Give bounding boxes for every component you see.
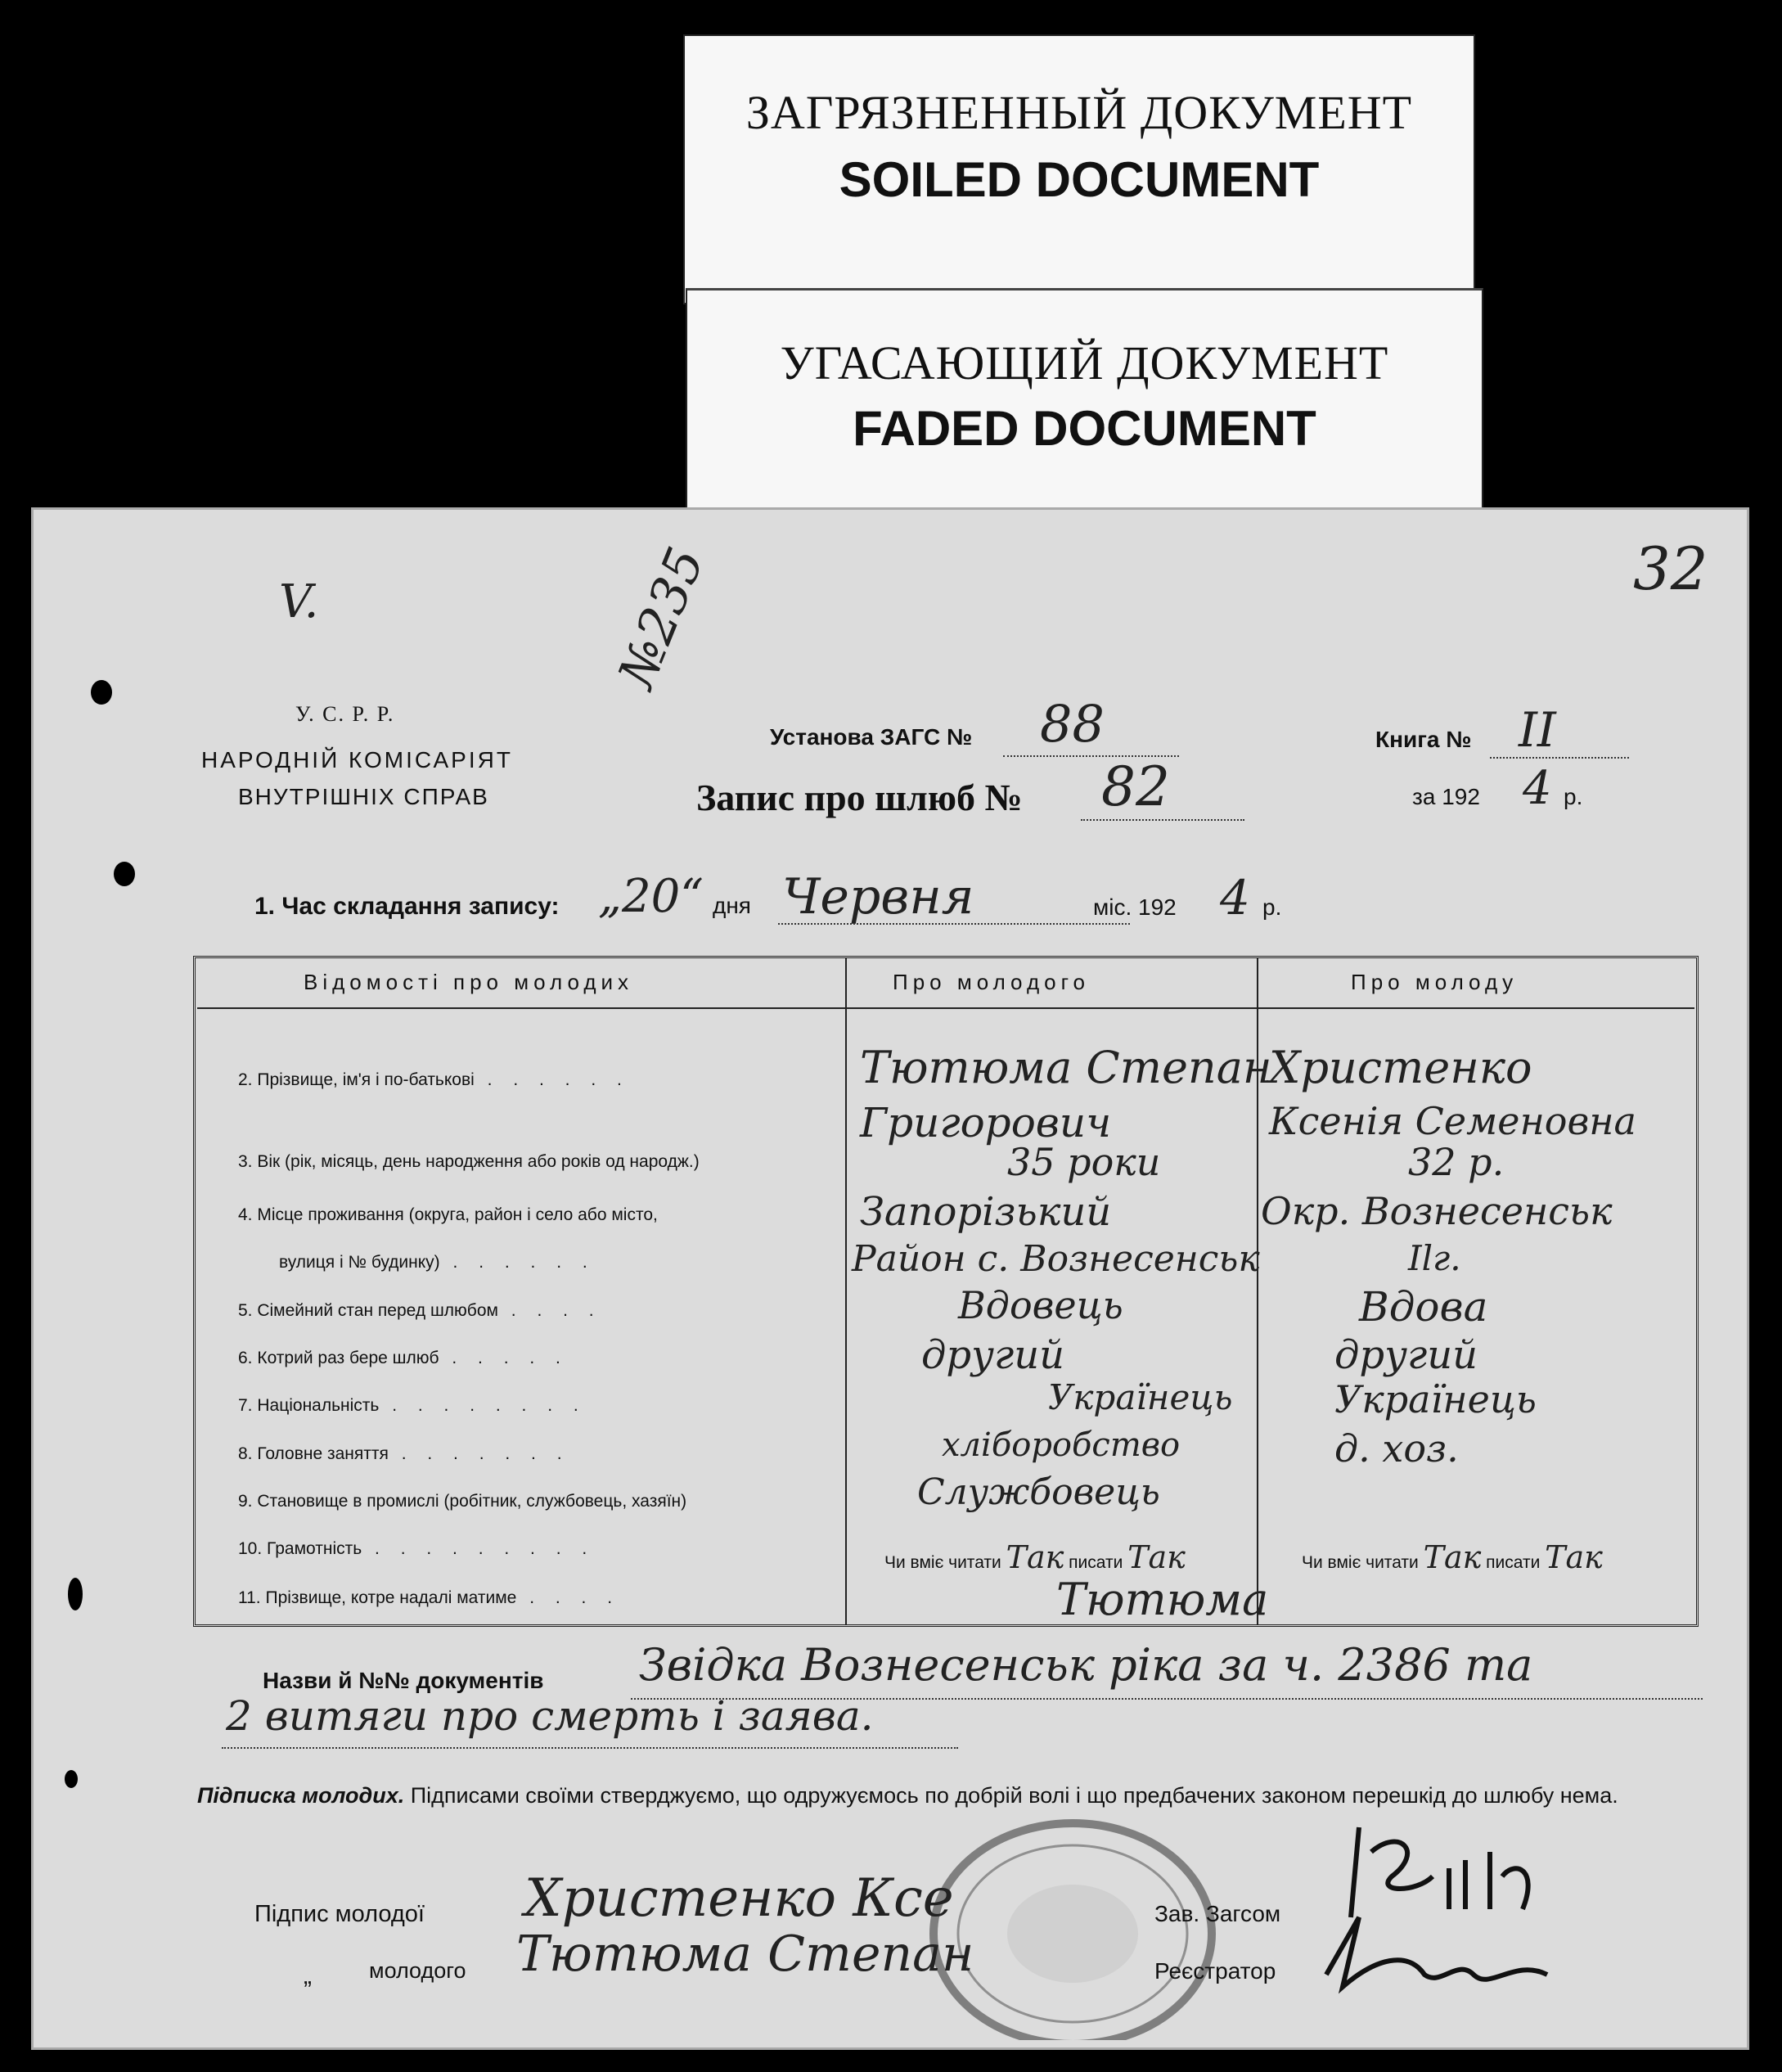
- office-label: Установа ЗАГС №: [770, 724, 973, 750]
- bride-surname: Христенко: [1269, 1042, 1532, 1093]
- bride-nationality: Українець: [1334, 1377, 1537, 1421]
- bride-literacy: Чи вміє читати Так писати Так: [1302, 1539, 1603, 1575]
- row-label-nationality: 7. Національність . . . . . . . .: [238, 1396, 587, 1415]
- groom-age: 35 роки: [1007, 1140, 1161, 1184]
- groom-surname: Тютюма Степан: [860, 1042, 1272, 1093]
- registrar-label: Реєстратор: [1154, 1958, 1276, 1984]
- groom-signature: Тютюма Степан: [516, 1926, 974, 1983]
- groom-can-write: Так: [1127, 1539, 1186, 1575]
- groom-signature-label: молодого: [369, 1958, 466, 1983]
- soiled-document-label: [683, 34, 1475, 304]
- bride-residence: Окр. Вознесенськ: [1261, 1189, 1613, 1233]
- row-label-residence: 4. Місце проживання (округа, район і село або місто,: [238, 1205, 658, 1224]
- row-label-street: вулиця і № будинку) . . . . . .: [279, 1253, 596, 1272]
- documents-label: Назви й №№ документів: [263, 1668, 544, 1693]
- row-label-future-surname: 11. Прізвище, котре надалі матиме . . . .: [238, 1588, 621, 1607]
- groom-nationality: Українець: [1048, 1377, 1233, 1417]
- documents-line2: 2 витяги про смерть і заява.: [226, 1692, 874, 1740]
- row-label-age: 3. Вік (рік, місяць, день народження або років од народж.): [238, 1152, 700, 1171]
- book-number-line: [1490, 757, 1629, 759]
- year-label: за 192: [1412, 784, 1480, 809]
- column-header-labels: Відомості про молодих: [304, 970, 634, 994]
- commissariat-line1: НАРОДНІЙ КОМІСАРІЯТ: [201, 747, 513, 772]
- groom-can-read: Так: [1006, 1539, 1064, 1575]
- date-month: Червня: [782, 868, 974, 926]
- groom-signature-prefix: „: [304, 1962, 312, 1989]
- groom-marital-status: Вдовець: [958, 1283, 1123, 1327]
- future-surname: Тютюма: [1056, 1574, 1269, 1625]
- bride-can-read: Так: [1423, 1539, 1482, 1575]
- table-column-divider: [845, 958, 847, 1625]
- groom-literacy: Чи вміє читати Так писати Так: [884, 1539, 1186, 1575]
- date-label: 1. Час складання запису:: [254, 893, 560, 920]
- row-label-name: 2. Прізвище, ім'я і по-батькові . . . . . .: [238, 1070, 630, 1089]
- republic-abbreviation: У. С. Р. Р.: [295, 702, 395, 726]
- row-label-literacy: 10. Грамотність . . . . . . . . .: [238, 1539, 596, 1558]
- groom-street: Район с. Вознесенськ: [852, 1238, 1260, 1280]
- corner-mark: V.: [279, 575, 319, 628]
- year-suffix: р.: [1564, 784, 1583, 809]
- groom-marriage-count: другий: [921, 1332, 1065, 1378]
- soiled-label-ru: ЗАГРЯЗНЕННЫЙ ДОКУМЕНТ: [745, 86, 1413, 139]
- faded-label-en: FADED DOCUMENT: [853, 401, 1316, 456]
- declaration-text: Підписами своїми стверджуємо, що одружуємось по добрій волі і що предбачених законом перешкід до шлюбу нема.: [410, 1783, 1618, 1808]
- table-header-rule: [197, 1007, 1694, 1009]
- row-label-industry-status: 9. Становище в промислі (робітник, службовець, хазяїн): [238, 1492, 687, 1511]
- punch-hole: [114, 862, 135, 886]
- faded-label-ru: УГАСАЮЩИЙ ДОКУМЕНТ: [780, 336, 1389, 390]
- date-year-digit: 4: [1220, 870, 1250, 926]
- year-digit: 4: [1523, 762, 1552, 815]
- record-number: 82: [1101, 755, 1170, 818]
- office-number: 88: [1040, 694, 1105, 754]
- record-number-line: [1081, 819, 1244, 821]
- documents-line1: Звідка Вознесенськ ріка за ч. 2386 та: [639, 1639, 1533, 1691]
- soiled-label-en: SOILED DOCUMENT: [839, 152, 1320, 207]
- faded-document-label: [686, 288, 1483, 525]
- registration-number: №235: [606, 538, 716, 696]
- column-header-groom: Про молодого: [893, 970, 1090, 994]
- date-month-word: міс. 192: [1093, 894, 1177, 920]
- groom-industry-status: Службовець: [917, 1471, 1160, 1513]
- bride-can-write: Так: [1545, 1539, 1603, 1575]
- punch-hole: [65, 1770, 78, 1788]
- date-month-line: [778, 923, 1130, 925]
- bride-street: Ilг.: [1408, 1238, 1461, 1278]
- bride-age: 32 р.: [1408, 1140, 1505, 1184]
- groom-patronymic: Григорович: [860, 1099, 1112, 1146]
- date-day: „20“: [598, 870, 704, 923]
- groom-residence: Запорізький: [860, 1189, 1112, 1235]
- bride-occupation: д. хоз.: [1334, 1426, 1459, 1471]
- column-header-bride: Про молоду: [1351, 970, 1519, 994]
- punch-hole: [91, 680, 112, 705]
- book-number: II: [1519, 702, 1556, 758]
- date-suffix: р.: [1262, 894, 1282, 920]
- bride-signature: Христенко Ксе: [524, 1868, 954, 1929]
- declaration-lead: Підписка молодих.: [197, 1783, 405, 1808]
- date-day-word: дня: [713, 893, 751, 918]
- registrar-signature: [1310, 1909, 1572, 1999]
- punch-hole: [68, 1578, 83, 1610]
- commissariat-line2: ВНУТРІШНІХ СПРАВ: [238, 784, 489, 809]
- page-number: 32: [1633, 534, 1708, 603]
- row-label-occupation: 8. Головне заняття . . . . . . .: [238, 1444, 570, 1463]
- record-title: Запис про шлюб №: [696, 777, 1023, 818]
- documents-line2-rule: [222, 1747, 958, 1749]
- book-label: Книга №: [1375, 727, 1472, 752]
- marriage-record-form: [31, 507, 1749, 2050]
- bride-marriage-count: другий: [1334, 1332, 1478, 1378]
- row-label-marital-status: 5. Сімейний стан перед шлюбом . . . .: [238, 1301, 602, 1320]
- groom-occupation: хліборобство: [942, 1426, 1181, 1464]
- bride-patronymic: Ксенія Семеновна: [1269, 1099, 1636, 1143]
- bride-marital-status: Вдова: [1359, 1283, 1488, 1331]
- bride-signature-label: Підпис молодої: [254, 1901, 425, 1927]
- head-of-office-label: Зав. Загсом: [1154, 1901, 1281, 1926]
- row-label-marriage-count: 6. Котрий раз бере шлюб . . . . .: [238, 1349, 569, 1367]
